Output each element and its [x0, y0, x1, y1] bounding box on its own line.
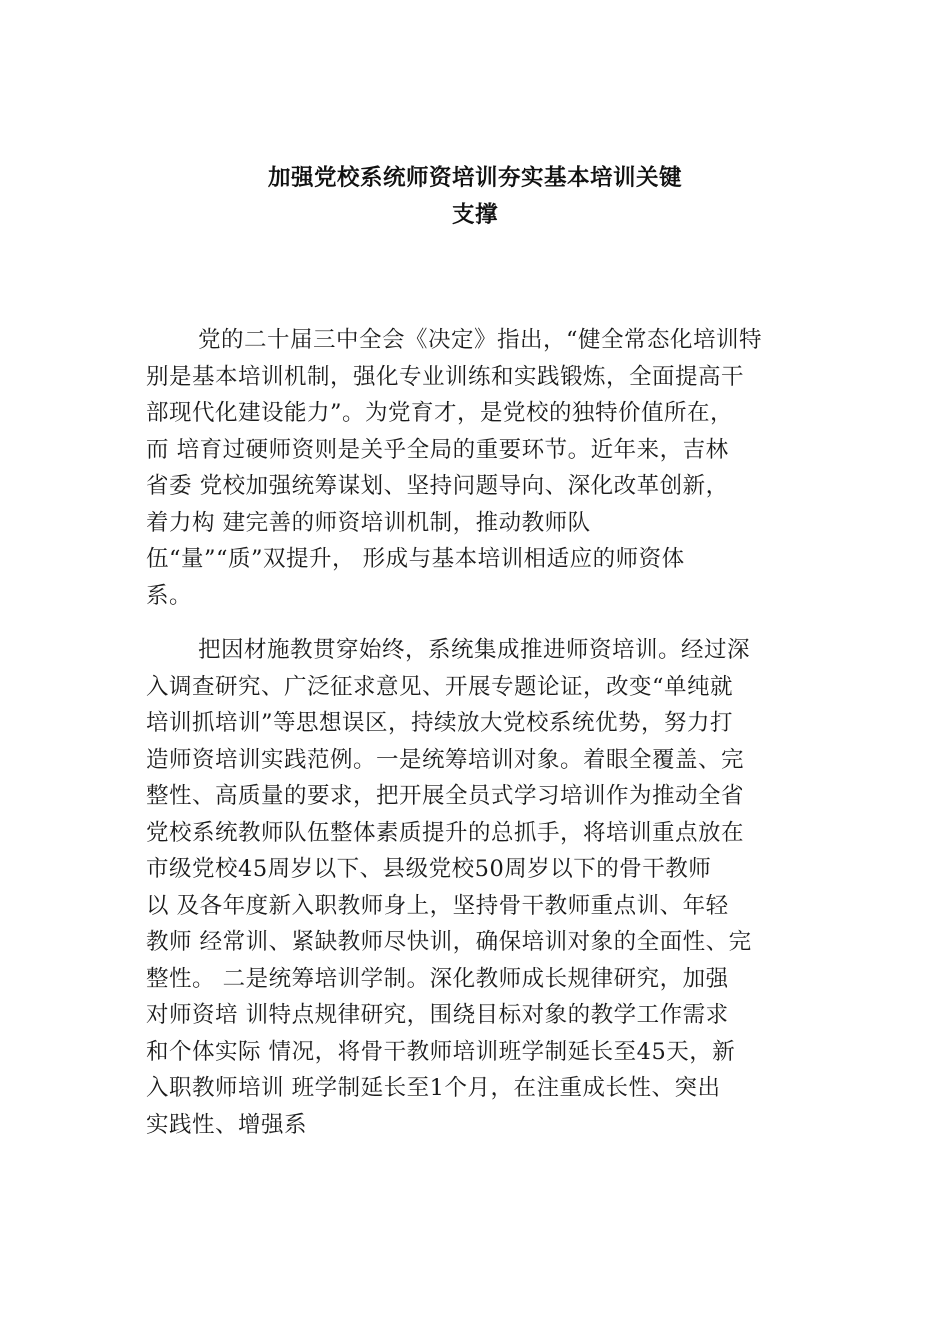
paragraph-line: 整性、高质量的要求，把开展全员式学习培训作为推动全省: [146, 783, 745, 809]
paragraph-line: 实践性、增强系: [146, 1111, 308, 1138]
paragraph-line: 入调查研究、广泛征求意见、开展专题论证，改变“单纯就: [146, 673, 734, 700]
paragraph-line: 入职教师培训 班学制延长至1个月，在注重成长性、突出: [146, 1075, 721, 1101]
paragraph-line: 整性。 二是统筹培训学制。深化教师成长规律研究，加强: [146, 965, 729, 992]
paragraph-line: 对师资培 训特点规律研究，围绕目标对象的教学工作需求: [146, 1002, 729, 1028]
paragraph-line: 市级党校45周岁以下、县级党校50周岁以下的骨干教师: [146, 856, 712, 882]
paragraph-line: 把因材施教贯穿始终，系统集成推进师资培训。经过深: [198, 637, 751, 663]
paragraph-line: 培训抓培训”等思想误区，持续放大党校系统优势，努力打: [146, 710, 734, 736]
paragraph-line: 部现代化建设能力”。为党育才，是党校的独特价值所在，: [146, 400, 734, 426]
paragraph-line: 党的二十届三中全会《决定》指出，“健全常态化培训特: [198, 327, 763, 353]
paragraph-line: 以 及各年度新入职教师身上，坚持骨干教师重点训、年轻: [146, 892, 729, 919]
paragraph-1: [146, 322, 806, 614]
paragraph-line: 造师资培训实践范例。一是统筹培训对象。着眼全覆盖、完: [146, 746, 745, 773]
paragraph-line: 别是基本培训机制，强化专业训练和实践锻炼，全面提高干: [146, 363, 745, 390]
paragraph-line: 省委 党校加强统筹谋划、坚持问题导向、深化改革创新，: [146, 473, 729, 499]
paragraph-line: 伍“量”“质”双提升， 形成与基本培训相适应的师资体: [146, 546, 685, 572]
document-body: [146, 322, 806, 1161]
paragraph-line: 系。: [146, 582, 193, 609]
paragraph-2: [146, 632, 806, 1143]
paragraph-line: 而 培育过硬师资则是关乎全局的重要环节。近年来，吉林: [146, 436, 729, 463]
title-line-1: 加强党校系统师资培训夯实基本培训关键: [267, 165, 682, 191]
title-line-2: 支撑: [451, 201, 498, 228]
paragraph-line: 和个体实际 情况，将骨干教师培训班学制延长至45天，新: [146, 1038, 736, 1065]
paragraph-line: 着力构 建完善的师资培训机制，推动教师队: [146, 509, 591, 536]
document-title: [120, 160, 830, 233]
paragraph-line: 教师 经常训、紧缺教师尽快训，确保培训对象的全面性、完: [146, 929, 752, 955]
paragraph-line: 党校系统教师队伍整体素质提升的总抓手，将培训重点放在: [146, 819, 745, 846]
